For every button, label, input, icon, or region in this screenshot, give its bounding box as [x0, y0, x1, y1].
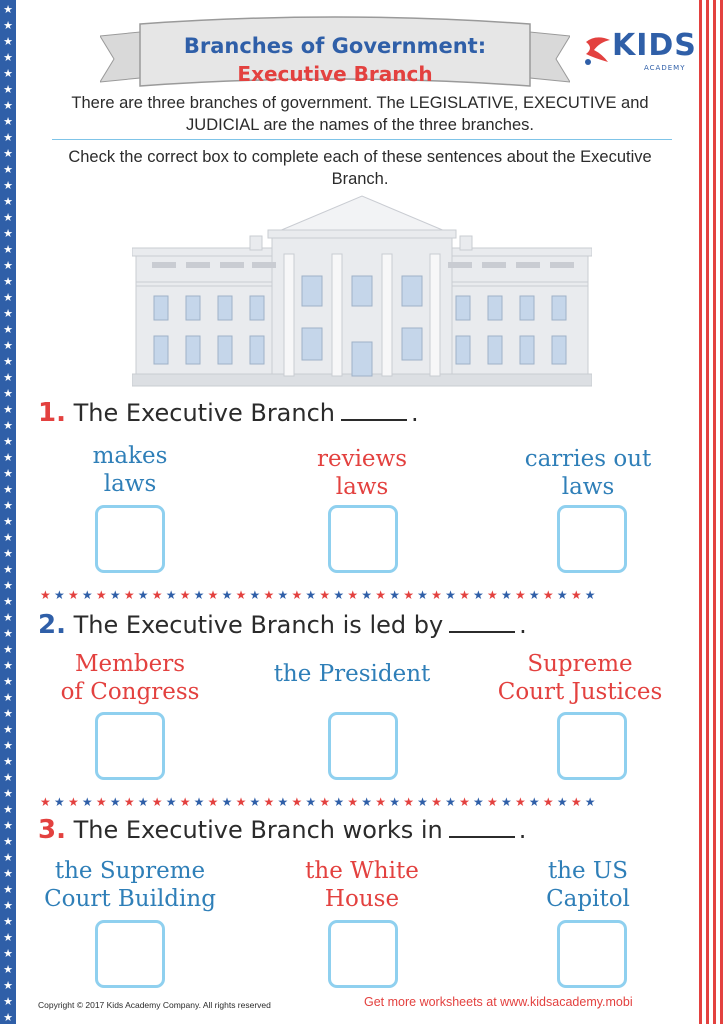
- question-text: The Executive Branch works in: [73, 816, 443, 844]
- question-number: 1.: [38, 398, 66, 428]
- question-2: [38, 610, 527, 640]
- checkbox-2a[interactable]: [95, 712, 165, 780]
- divider-line: [52, 139, 672, 140]
- title-banner: [100, 14, 570, 88]
- option-line: of Congress: [60, 679, 200, 705]
- option-line: Members: [74, 651, 186, 677]
- question-end: .: [518, 816, 527, 844]
- question-end: .: [519, 611, 527, 639]
- logo-subtext: ACADEMY: [644, 64, 686, 72]
- star-divider: ★★★★★★★★★★★★★★★★★★★★★★★★★★★★★★★★★★★★★★★★: [40, 795, 599, 809]
- option-line: Supreme: [527, 651, 633, 677]
- page-title: Branches of Government:: [183, 34, 487, 58]
- option-2b-label: [242, 660, 462, 688]
- border-stars: ★ ★ ★ ★ ★ ★ ★ ★ ★ ★ ★ ★ ★ ★ ★ ★ ★ ★ ★ ★ ★ ★ ★ ★ ★ ★ ★ ★ ★ ★ ★ ★ ★ ★ ★ ★ ★ ★ ★ ★ ★ ★ ★ ★ ★ ★ ★ ★ ★ ★ ★ ★ ★ ★ ★ ★ ★ ★ ★ ★ ★ ★ ★ ★: [3, 3, 13, 1024]
- checkbox-3a[interactable]: [95, 920, 165, 988]
- option-line: the White: [305, 858, 419, 884]
- option-line: laws: [103, 471, 157, 497]
- option-line: makes: [92, 443, 168, 469]
- option-line: the Supreme: [54, 858, 206, 884]
- option-1a-label: [20, 442, 240, 498]
- option-line: the US: [547, 858, 629, 884]
- promo-link[interactable]: Get more worksheets at www.kidsacademy.mobi: [364, 995, 633, 1009]
- left-star-border: [0, 0, 16, 1024]
- logo-text: KIDS: [612, 28, 697, 63]
- white-house-icon: [132, 192, 592, 388]
- option-line: laws: [561, 474, 615, 500]
- logo-splash-icon: [582, 28, 616, 68]
- option-line: laws: [335, 474, 389, 500]
- question-text: The Executive Branch: [73, 399, 336, 427]
- question-1: [38, 398, 419, 428]
- checkbox-3b[interactable]: [328, 920, 398, 988]
- checkbox-2c[interactable]: [557, 712, 627, 780]
- option-2a-label: [20, 650, 240, 706]
- right-stripe-border: [699, 0, 723, 1024]
- answer-blank: [449, 615, 515, 633]
- question-number: 2.: [38, 610, 66, 640]
- instructions-paragraph: Check the correct box to complete each of these sentences about the Executive Branch.: [68, 148, 652, 188]
- copyright-text: Copyright © 2017 Kids Academy Company. All rights reserved: [38, 1000, 271, 1010]
- question-number: 3.: [38, 815, 66, 845]
- question-3: [38, 815, 526, 845]
- option-line: Court Building: [44, 886, 216, 912]
- kids-academy-logo: [582, 28, 698, 80]
- page-subtitle: Executive Branch: [237, 62, 433, 86]
- option-line: Court Justices: [497, 679, 663, 705]
- option-1b-label: [252, 445, 472, 501]
- question-text: The Executive Branch is led by: [73, 611, 444, 639]
- option-line: Capitol: [546, 886, 630, 912]
- question-end: .: [411, 399, 419, 427]
- answer-blank: [341, 403, 407, 421]
- option-3b-label: [252, 857, 472, 913]
- answer-blank: [449, 820, 515, 838]
- option-1c-label: [478, 445, 698, 501]
- intro-paragraph: There are three branches of government. The LEGISLATIVE, EXECUTIVE and JUDICIAL are the names of the three branches.: [71, 94, 649, 134]
- checkbox-1b[interactable]: [328, 505, 398, 573]
- option-line: reviews: [316, 446, 408, 472]
- option-line: carries out: [524, 446, 652, 472]
- checkbox-3c[interactable]: [557, 920, 627, 988]
- option-2c-label: [470, 650, 690, 706]
- checkbox-2b[interactable]: [328, 712, 398, 780]
- option-3c-label: [478, 857, 698, 913]
- option-line: House: [324, 886, 400, 912]
- star-divider: ★★★★★★★★★★★★★★★★★★★★★★★★★★★★★★★★★★★★★★★★: [40, 588, 599, 602]
- checkbox-1a[interactable]: [95, 505, 165, 573]
- option-line: the President: [273, 661, 431, 687]
- checkbox-1c[interactable]: [557, 505, 627, 573]
- option-3a-label: [20, 857, 240, 913]
